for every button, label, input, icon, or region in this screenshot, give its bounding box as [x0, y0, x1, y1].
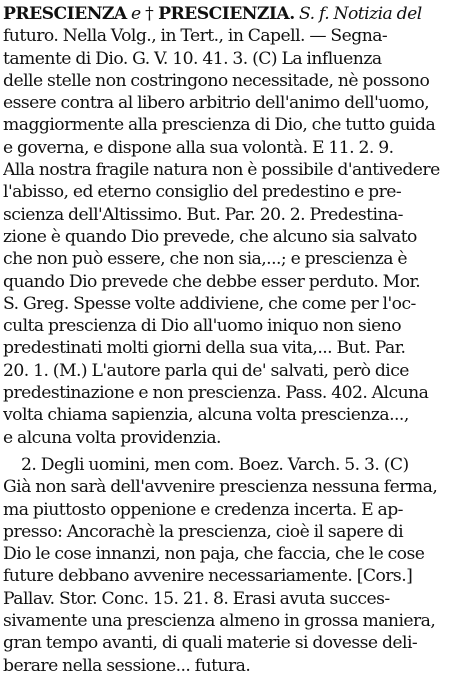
text-line: future debbano avvenire necessariamente. [Cors.]	[3, 566, 413, 587]
text-line: l'abisso, ed eterno consiglio del predestino e pre-	[3, 182, 402, 203]
text-line: futuro. Nella Volg., in Tert., in Capell. — Segna-	[3, 26, 388, 47]
text-line: Già non sarà dell'avvenire prescienza nessuna ferma,	[3, 477, 438, 498]
dagger-mark: †	[145, 4, 154, 24]
grammar-definition: S. f. Notizia del	[294, 4, 422, 24]
text-line: maggiormente alla prescienza di Dio, che tutto guida	[3, 115, 436, 136]
text-line: S. Greg. Spesse volte addiviene, che come per l'oc-	[3, 293, 416, 314]
text-line: e governa, e dispone alla sua volontà. E 11. 2. 9.	[3, 137, 394, 158]
text-line: presso: Ancorachè la prescienza, cioè il sapere di	[3, 521, 404, 542]
text-line: quando Dio prevede che debbe esser perduto. Mor.	[3, 271, 421, 292]
headword-variant: PRESCIENZIA.	[153, 4, 295, 24]
text-line: essere contra al libero arbitrio dell'animo dell'uomo,	[3, 93, 430, 114]
text-line: 20. 1. (M.) L'autore parla qui de' salvati, però dice	[3, 360, 409, 381]
text-line: Alla nostra fragile natura non è possibile d'antivedere	[3, 160, 440, 181]
sense-2-heading: 2. Degli uomini, men com. Boez. Varch. 5. 3. (C)	[21, 454, 409, 475]
text-line: berare nella sessione... futura.	[3, 655, 251, 676]
text-line: scienza dell'Altissimo. But. Par. 20. 2. Predestina-	[3, 204, 403, 225]
text-line: predestinati molti giorni della sua vita,... But. Par.	[3, 338, 406, 359]
text-line: Dio le cose innanzi, non paja, che faccia, che le cose	[3, 544, 425, 565]
headword-conjunction: e	[126, 4, 146, 24]
dictionary-entry	[3, 3, 471, 677]
text-line: gran tempo avanti, di quali materie si dovesse deli-	[3, 633, 418, 654]
text-line: volta chiama sapienzia, alcuna volta prescienza...,	[3, 405, 409, 426]
text-line: Pallav. Stor. Conc. 15. 21. 8. Erasi avuta succes-	[3, 588, 390, 609]
text-line: zione è quando Dio prevede, che alcuno sia salvato	[3, 226, 417, 247]
entry-heading-line	[3, 3, 471, 25]
text-line: e alcuna volta providenzia.	[3, 427, 221, 448]
text-line: ma piuttosto oppenione e credenza incerta. E ap-	[3, 499, 403, 520]
text-line: delle stelle non costringono necessitade, nè possono	[3, 70, 430, 91]
text-line: tamente di Dio. G. V. 10. 41. 3. (C) La influenza	[3, 48, 382, 69]
text-line: predestinazione e non prescienza. Pass. 402. Alcuna	[3, 383, 429, 404]
text-line: che non può essere, che non sia,...; e prescienza è	[3, 249, 408, 270]
text-line: sivamente una prescienza almeno in grossa maniera,	[3, 611, 436, 632]
text-line: culta prescienza di Dio all'uomo iniquo non sieno	[3, 316, 402, 337]
headword: PRESCIENZA	[3, 4, 127, 24]
